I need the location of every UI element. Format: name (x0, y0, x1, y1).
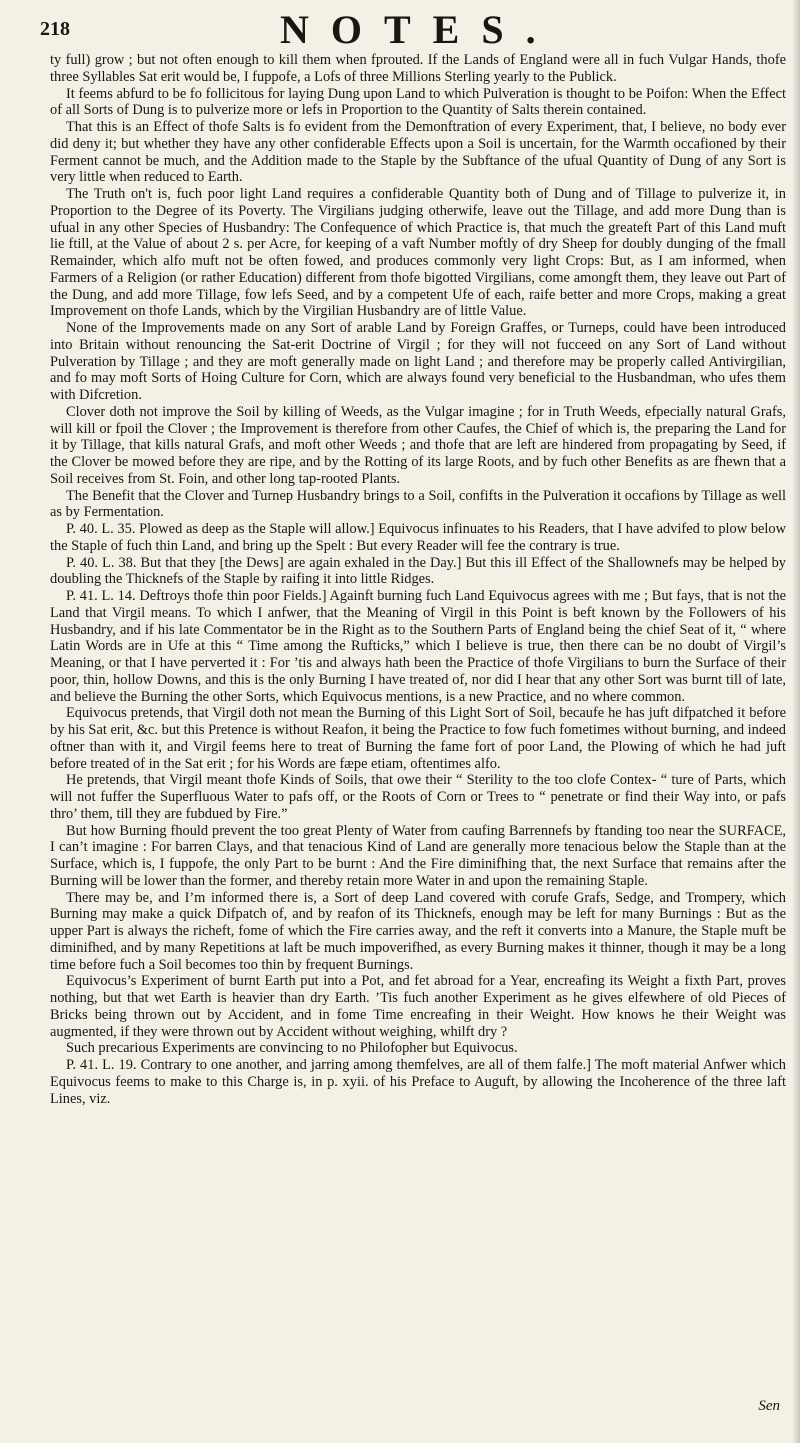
paragraph: P. 41. L. 19. Contrary to one another, and jarring among themfelves, are all of them falfe.] The moft material Anfwer which Equivocus feems to make to this Charge is, in p. xyii. of his Preface to Auguft, by allowing the Incoherence of the three laft Lines, viz. (50, 1057, 786, 1107)
paragraph: None of the Improvements made on any Sort of arable Land by Foreign Graffes, or Turneps, could have been introduced into Britain without renouncing the Sat-erit Doctrine of Virgil ; for they will not fucceed on any Sort of Land without Pulveration by Tillage ; and they are moft generally made on light Land ; and therefore may be properly called Antivirgilian, and fo may moft Sorts of Hoing Culture for Corn, which are always found very beneficial to the Husbandman, who ufes them with Difcretion. (50, 320, 786, 403)
paragraph: P. 41. L. 14. Deftroys thofe thin poor Fields.] Againft burning fuch Land Equivocus agrees with me ; But fays, that is not the Land that Virgil means. To which I anfwer, that the Meaning of Virgil in this Point is beft known by the Followers of his Husbandry, and if his late Commentator be in the Right as to the Southern Parts of England being the chief Seat of it, “ where Latin Words are in Ufe at this “ Time among the Rufticks,” which I believe is true, then there can be no doubt of Virgil’s Meaning, or that I have perverted it : For ’tis and always hath been the Practice of thofe Virgilians to burn the Surface of their poor, thin, hollow Downs, and this is the only Burning I have treated of, nor did I hear that any other Sort was burnt till of late, and believe the Burning the other Sorts, which Equivocus mentions, is a new Practice, and no where common. (50, 588, 786, 705)
paragraph: Equivocus pretends, that Virgil doth not mean the Burning of this Light Sort of Soil, becaufe he has juft difpatched it before by his Sat erit, &c. but this Pretence is without Reafon, it being the Practice to fow fuch fometimes without burning, and indeed oftner than with it, and Virgil feems here to treat of Burning the fame fort of poor Land, the Plowing of which he had juft before treated of in the Sat erit ; for his Words are fæpe etiam, oftentimes alfo. (50, 705, 786, 772)
paragraph: He pretends, that Virgil meant thofe Kinds of Soils, that owe their “ Sterility to the too clofe Contex- “ ture of Parts, which will not fuffer the Superfluous Water to pafs off, or the Roots of Corn or Trees to “ penetrate or find their Way into, or pafs thro’ them, till they are fubdued by Fire.” (50, 772, 786, 822)
paragraph: That this is an Effect of thofe Salts is fo evident from the Demonftration of every Experiment, that, I believe, no body ever did deny it; but whether they have any other confiderable Effects upon a Soil is uncertain, for the Warmth occafioned by their Ferment cannot be much, and the Addition made to the Staple by the Subftance of the ufual Quantity of Dung of any Sort is very little when reduced to Earth. (50, 119, 786, 186)
paragraph: It feems abfurd to be fo follicitous for laying Dung upon Land to which Pulveration is thought to be Poifon: When the Effect of all Sorts of Dung is to pulverize more or lefs in Proportion to the Quantity of Salts therein contained. (50, 85, 786, 119)
paragraph: The Benefit that the Clover and Turnep Husbandry brings to a Soil, confifts in the Pulveration it occafions by Tillage as well as by Fermentation. (50, 487, 786, 521)
paragraph: Equivocus’s Experiment of burnt Earth put into a Pot, and fet abroad for a Year, encreafing its Weight a fixth Part, proves nothing, but that wet Earth is heavier than dry Earth. ’Tis fuch another Experiment as he gives elfewhere of old Pieces of Bricks being thrown out by Accident, and in fome Time encreafing in their Weight. How knows he their Weight was augmented, if they were thrown out by Accident without weighing, whilft dry ? (50, 973, 786, 1040)
paragraph: Clover doth not improve the Soil by killing of Weeds, as the Vulgar imagine ; for in Truth Weeds, efpecially natural Grafs, will kill or fpoil the Clover ; the Improvement is therefore from other Caufes, the Chief of which is, the preparing the Land for it by Tillage, that kills natural Grafs, and moft other Weeds ; and thofe that are left are hindered from propagating by Seed, if the Clover be mowed before they are ripe, and by the Rotting of its large Roots, and by fuch other Benefits as are fhewn that a Soil receives from St. Foin, and other long tap-rooted Plants. (50, 403, 786, 487)
paragraph: There may be, and I’m informed there is, a Sort of deep Land covered with corufe Grafs, Sedge, and Trompery, which Burning may make a quick Difpatch of, and by reafon of its Thicknefs, enough may be left for many Burnings : But as the upper Part is always the richeft, fome of which the Fire carries away, and the reft it converts into a Manure, the Staple muft be diminifhed, and by many Repetitions at laft be much impoverifhed, as every Burning makes it thinner, though it may be a long time before fuch a Soil becomes too thin by frequent Burnings. (50, 889, 786, 973)
page-header (40, 7, 786, 52)
paragraph: ty full) grow ; but not often enough to kill them when fprouted. If the Lands of England were all in fuch Vulgar Hands, thofe three Syllables Sat erit would be, I fuppofe, a Lofs of three Millions Sterling yearly to the Publick. (50, 52, 786, 85)
page-edge-shadow (792, 0, 800, 1443)
paragraph: Such precarious Experiments are convincing to no Philofopher but Equivocus. (66, 1040, 518, 1057)
catchword: Sen (758, 1398, 780, 1414)
paragraph: P. 40. L. 35. Plowed as deep as the Staple will allow.] Equivocus infinuates to his Readers, that I have advifed to plow below the Staple of fuch thin Land, and bring up the Spelt : But every Reader will fee the contrary is true. (50, 521, 786, 554)
paragraph: The Truth on't is, fuch poor light Land requires a confiderable Quantity both of Dung and of Tillage to pulverize it, in Proportion to the Degree of its Poverty. The Virgilians judging otherwife, leave out the Tillage, and add more Dung than is ufual in any other Species of Husbandry: The Confequence of which Practice is, that much the greateft Part of this Land muft lie ftill, at the Value of about 2 s. per Acre, for keeping of a vaft Number moftly of dry Sheep for doubly dunging of the fmall Remainder, which alfo muft not be often fowed, and produces commonly very light Crops: But, as I am informed, when Farmers of a Religion (or rather Education) different from thofe bigotted Virgilians, come amongft them, they leave out Part of the Dung, and add more Tillage, fow lefs Seed, and by a competent Ufe of each, raife better and more Crops, making a great Improvement on thofe Lands, which by the Virgilian Husbandry are of little Value. (50, 186, 786, 320)
notes-body (50, 52, 786, 1107)
paragraph: But how Burning fhould prevent the too great Plenty of Water from caufing Barrennefs by ftanding too near the SURFACE, I can’t imagine : For barren Clays, and that tenacious Kind of Land are generally more tenacious below the Staple than at the Surface, which is, I fuppofe, the only Part to be burnt : And the Fire diminifhing that, the next Surface that remains after the Burning will be lower than the former, and thereby retain more Water in and upon the remaining Staple. (50, 822, 786, 889)
paragraph: P. 40. L. 38. But that they [the Dews] are again exhaled in the Day.] But this ill Effect of the Shallownefs may be helped by doubling the Thicknefs of the Staple by raifing it into little Ridges. (50, 554, 786, 588)
page-number: 218 (40, 18, 70, 40)
running-head: NOTES. (280, 7, 558, 52)
